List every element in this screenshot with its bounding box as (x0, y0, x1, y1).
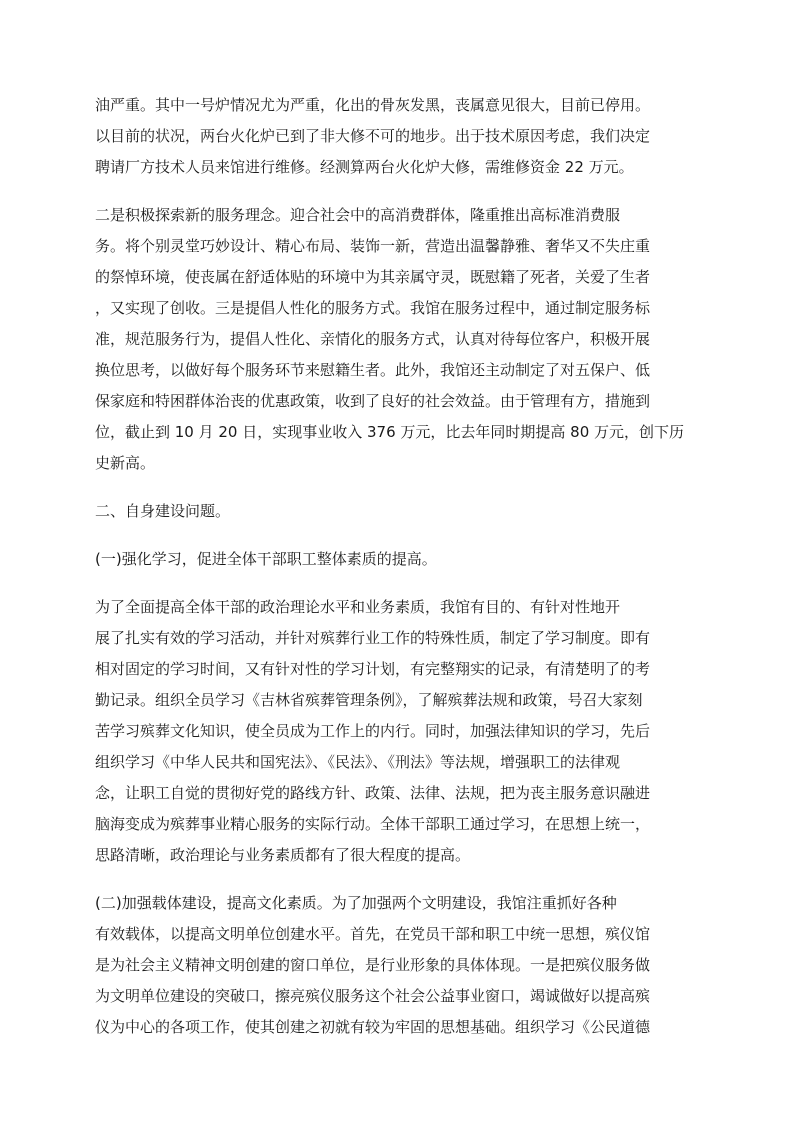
text-line: 换位思考，以做好每个服务环节来慰籍生者。此外，我馆还主动制定了对五保户、低 (95, 361, 651, 379)
text-line: 位，截止到 10 月 20 日，实现事业收入 376 万元，比去年同时期提高 80 万元，创下历 (95, 423, 685, 441)
text-line: 脑海变成为殡葬事业精心服务的实际行动。全体干部职工通过学习，在思想上统一， (95, 815, 651, 833)
text-line: 思路清晰，政治理论与业务素质都有了很大程度的提高。 (95, 846, 471, 864)
text-line: 为文明单位建设的突破口，擦亮殡仪服务这个社会公益事业窗口，竭诚做好以提高殡 (95, 987, 651, 1005)
text-line: 史新高。 (95, 454, 156, 472)
paragraph-study-activities (95, 592, 695, 871)
text-line: 为了全面提高全体干部的政治理论水平和业务素质，我馆有目的、有针对性地开 (95, 598, 621, 616)
text-line: 的祭悼环境，使丧属在舒适体贴的环境中为其亲属守灵，既慰籍了死者，关爱了生者 (95, 268, 651, 286)
text-line: 有效载体，以提高文明单位创建水平。首先，在党员干部和职工中统一思想，殡仪馆 (95, 925, 651, 943)
text-line: 勤记录。组织全员学习《吉林省殡葬管理条例》，了解殡葬法规和政策，号召大家刻 (95, 691, 643, 709)
text-line: 务。将个别灵堂巧妙设计、精心布局、装饰一新，营造出温馨静雅、奢华又不失庄重 (95, 237, 651, 255)
subsection-heading-study (95, 544, 695, 575)
text-line: 二、自身建设问题。 (95, 502, 231, 520)
text-line: 苦学习殡葬文化知识，使全员成为工作上的内行。同时，加强法律知识的学习，先后 (95, 722, 651, 740)
text-line: 油严重。其中一号炉情况尤为严重，化出的骨灰发黑，丧属意见很大，目前已停用。 (95, 96, 651, 114)
text-line: 是为社会主义精神文明创建的窗口单位，是行业形象的具体体现。一是把殡仪服务做 (95, 956, 651, 974)
paragraph-furnace-repair (95, 90, 695, 183)
text-line: 以目前的状况，两台火化炉已到了非大修不可的地步。出于技术原因考虑，我们决定 (95, 127, 651, 145)
text-line: (二)加强载体建设，提高文化素质。为了加强两个文明建设，我馆注重抓好各种 (95, 894, 617, 912)
text-line: 保家庭和特困群体治丧的优惠政策，收到了良好的社会效益。由于管理有方，措施到 (95, 392, 651, 410)
text-line: 聘请厂方技术人员来馆进行维修。经测算两台火化炉大修，需维修资金 22 万元。 (95, 158, 634, 176)
paragraph-carrier-building (95, 888, 695, 1043)
text-line: 展了扎实有效的学习活动，并针对殡葬行业工作的特殊性质，制定了学习制度。即有 (95, 629, 651, 647)
text-line: 仪为中心的各项工作，使其创建之初就有较为牢固的思想基础。组织学习《公民道德 (95, 1018, 651, 1036)
section-heading-self-building (95, 496, 695, 527)
document-page (95, 90, 695, 1043)
text-line: ，又实现了创收。三是提倡人性化的服务方式。我馆在服务过程中，通过制定服务标 (95, 299, 651, 317)
paragraph-service-concept (95, 200, 695, 479)
text-line: 相对固定的学习时间，又有针对性的学习计划，有完整翔实的记录，有清楚明了的考 (95, 660, 651, 678)
text-line: 念，让职工自觉的贯彻好党的路线方针、政策、法律、法规，把为丧主服务意识融进 (95, 784, 651, 802)
text-line: 组织学习《中华人民共和国宪法》、《民法》、《刑法》等法规，增强职工的法律观 (95, 753, 621, 771)
text-line: 二是积极探索新的服务理念。迎合社会中的高消费群体，隆重推出高标准消费服 (95, 206, 621, 224)
text-line: (一)强化学习，促进全体干部职工整体素质的提高。 (95, 550, 437, 568)
text-line: 准，规范服务行为，提倡人性化、亲情化的服务方式，认真对待每位客户，积极开展 (95, 330, 651, 348)
